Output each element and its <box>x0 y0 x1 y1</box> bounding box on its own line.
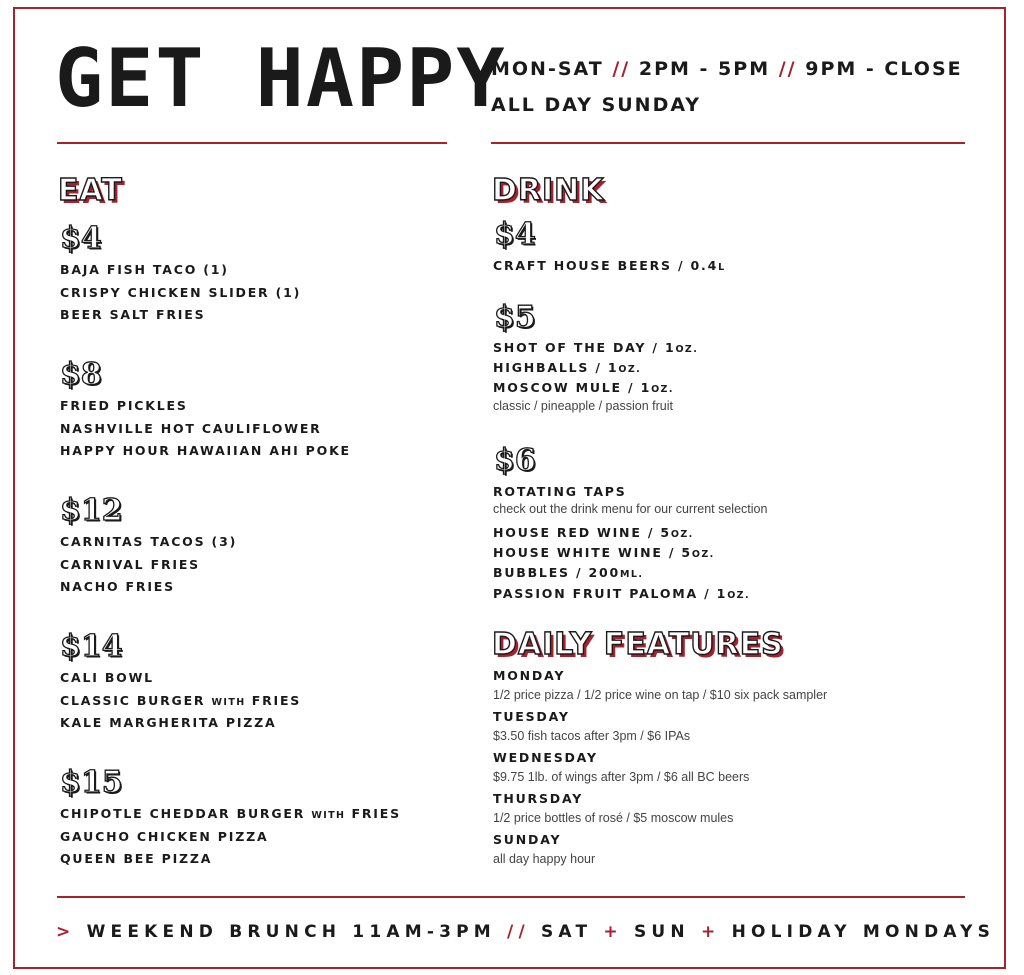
arrow-icon: > <box>56 922 76 942</box>
item-name: HOUSE RED WINE / 5 <box>493 525 671 540</box>
menu-item: FRIED PICKLES <box>60 398 188 413</box>
feature-desc: all day happy hour <box>493 852 596 866</box>
plus-icon: + <box>603 922 623 942</box>
brunch-hours: WEEKEND BRUNCH 11AM-3PM <box>86 922 496 942</box>
item-unit: OZ. <box>670 529 694 540</box>
plus-icon: + <box>700 922 721 942</box>
item-name: SHOT OF THE DAY / 1 <box>493 340 676 355</box>
daily-features-heading: DAILY FEATURES <box>492 627 784 662</box>
menu-item: CRISPY CHICKEN SLIDER (1) <box>60 285 302 300</box>
item-connector: WITH <box>311 810 346 821</box>
hours-separator: // <box>612 58 631 80</box>
menu-item: BAJA FISH TACO (1) <box>60 262 229 277</box>
menu-item <box>493 565 643 583</box>
hours-late: 9PM - CLOSE <box>805 58 963 80</box>
item-name: CLASSIC BURGER <box>60 693 206 708</box>
menu-item <box>493 258 726 276</box>
menu-item: CARNIVAL FRIES <box>60 557 200 572</box>
item-unit: OZ. <box>651 384 674 395</box>
item-unit: OZ. <box>691 549 715 560</box>
menu-item <box>493 380 674 398</box>
item-unit: OZ. <box>727 590 750 601</box>
price-label: $12 <box>60 493 123 528</box>
menu-item: BEER SALT FRIES <box>60 307 206 322</box>
hours-divider <box>491 142 965 144</box>
price-label: $15 <box>60 765 123 800</box>
menu-item: CARNITAS TACOS (3) <box>60 534 238 549</box>
hours-afternoon: 2PM - 5PM <box>638 58 771 80</box>
hours-days: MON-SAT <box>491 58 604 80</box>
menu-item: HAPPY HOUR HAWAIIAN AHI POKE <box>60 443 351 458</box>
feature-day: MONDAY <box>493 668 566 683</box>
brunch-day-sun: SUN <box>633 922 690 942</box>
price-label: $14 <box>60 629 123 664</box>
item-name: PASSION FRUIT PALOMA / 1 <box>493 586 728 601</box>
menu-item: NACHO FRIES <box>60 579 175 594</box>
menu-item <box>493 340 698 358</box>
item-side: FRIES <box>351 806 401 821</box>
brunch-day-sat: SAT <box>540 922 593 942</box>
item-unit: OZ. <box>618 364 642 375</box>
eat-heading: EAT <box>58 173 123 208</box>
item-note: classic / pineapple / passion fruit <box>493 399 673 413</box>
page-title: GET HAPPY <box>55 32 507 125</box>
feature-desc: 1/2 price bottles of rosé / $5 moscow mules <box>493 811 734 825</box>
menu-item: CALI BOWL <box>60 670 154 685</box>
menu-item <box>493 360 641 378</box>
item-unit: ML. <box>620 569 644 580</box>
feature-day: TUESDAY <box>493 709 570 724</box>
hours-line-weekdays <box>491 58 963 80</box>
menu-item: QUEEN BEE PIZZA <box>60 851 213 866</box>
menu-item: KALE MARGHERITA PIZZA <box>60 715 277 730</box>
feature-desc: $9.75 1lb. of wings after 3pm / $6 all BC beers <box>493 770 750 784</box>
hours-separator: // <box>778 58 797 80</box>
item-name: MOSCOW MULE / 1 <box>493 380 652 395</box>
item-name: HOUSE WHITE WINE / 5 <box>493 545 692 560</box>
feature-day: THURSDAY <box>493 791 584 806</box>
footer-separator: // <box>507 922 530 942</box>
price-label: $8 <box>60 357 102 392</box>
drink-heading: DRINK <box>492 173 605 208</box>
menu-item: GAUCHO CHICKEN PIZZA <box>60 829 269 844</box>
menu-item <box>493 525 694 543</box>
menu-item <box>493 545 715 563</box>
item-name: BUBBLES / 200 <box>493 565 621 580</box>
item-note: check out the drink menu for our current selection <box>493 502 768 516</box>
item-name: CRAFT HOUSE BEERS / 0.4 <box>493 258 719 273</box>
menu-item <box>493 586 750 604</box>
price-label: $5 <box>494 300 536 335</box>
feature-day: WEDNESDAY <box>493 750 598 765</box>
menu-item: ROTATING TAPS <box>493 484 627 499</box>
item-connector: WITH <box>211 697 246 708</box>
menu-item <box>60 693 301 711</box>
item-unit: OZ. <box>675 344 699 355</box>
brunch-banner <box>56 922 995 942</box>
feature-desc: 1/2 price pizza / 1/2 price wine on tap / $10 six pack sampler <box>493 688 828 702</box>
hours-line-sunday: ALL DAY SUNDAY <box>491 94 701 116</box>
menu-item <box>60 806 401 824</box>
footer-divider <box>57 896 965 898</box>
brunch-holiday: HOLIDAY MONDAYS <box>731 922 996 942</box>
item-unit: L <box>718 262 726 273</box>
feature-day: SUNDAY <box>493 832 562 847</box>
item-side: FRIES <box>251 693 302 708</box>
item-name: HIGHBALLS / 1 <box>493 360 619 375</box>
item-name: CHIPOTLE CHEDDAR BURGER <box>60 806 306 821</box>
price-label: $4 <box>60 221 102 256</box>
price-label: $6 <box>494 443 536 478</box>
feature-desc: $3.50 fish tacos after 3pm / $6 IPAs <box>493 729 691 743</box>
title-divider <box>57 142 447 144</box>
price-label: $4 <box>494 217 536 252</box>
menu-item: NASHVILLE HOT CAULIFLOWER <box>60 421 322 436</box>
